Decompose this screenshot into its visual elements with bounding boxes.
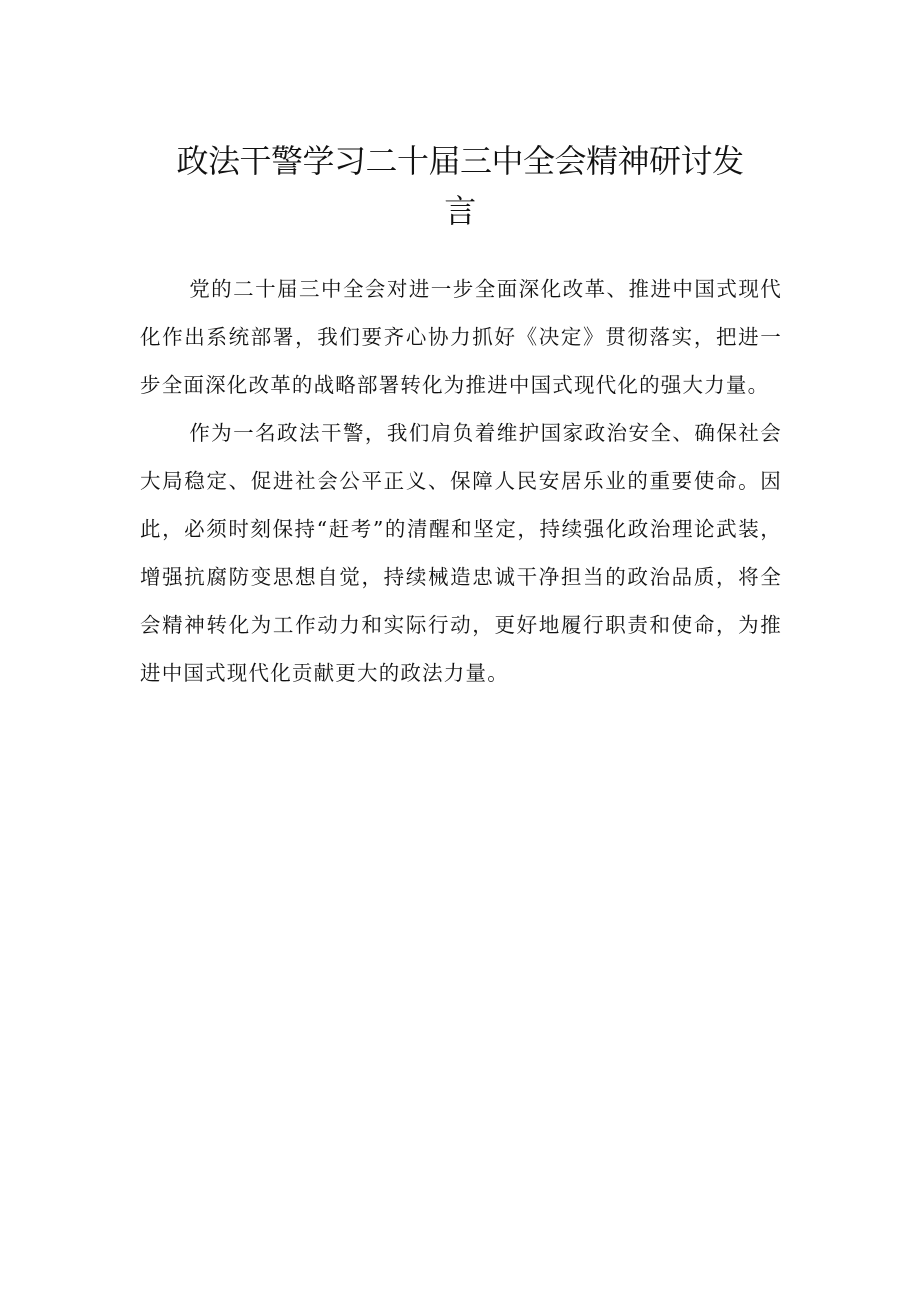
document-title: 政法干警学习二十届三中全会精神研讨发言	[176, 142, 744, 230]
paragraph-1: 党的二十届三中全会对进一步全面深化改革、推进中国式现代化作出系统部署，我们要齐心协力抓好《决定》贯彻落实，把进一步全面深化改革的战略部署转化为推进中国式现代化的强大力量。	[140, 277, 782, 397]
paragraph-2: 作为一名政法干警，我们肩负着维护国家政治安全、确保社会大局稳定、促进社会公平正义、保障人民安居乐业的重要使命。因此，必须时刻保持“赶考”的清醒和坚定，持续强化政治理论武装，增强抗腐防变思想自觉，持续械造忠诚干净担当的政治品质，将全会精神转化为工作动力和实际行动，更好地履行职责和使命，为推进中国式现代化贡献更大的政法力量。	[140, 421, 782, 685]
document-body	[140, 265, 782, 697]
